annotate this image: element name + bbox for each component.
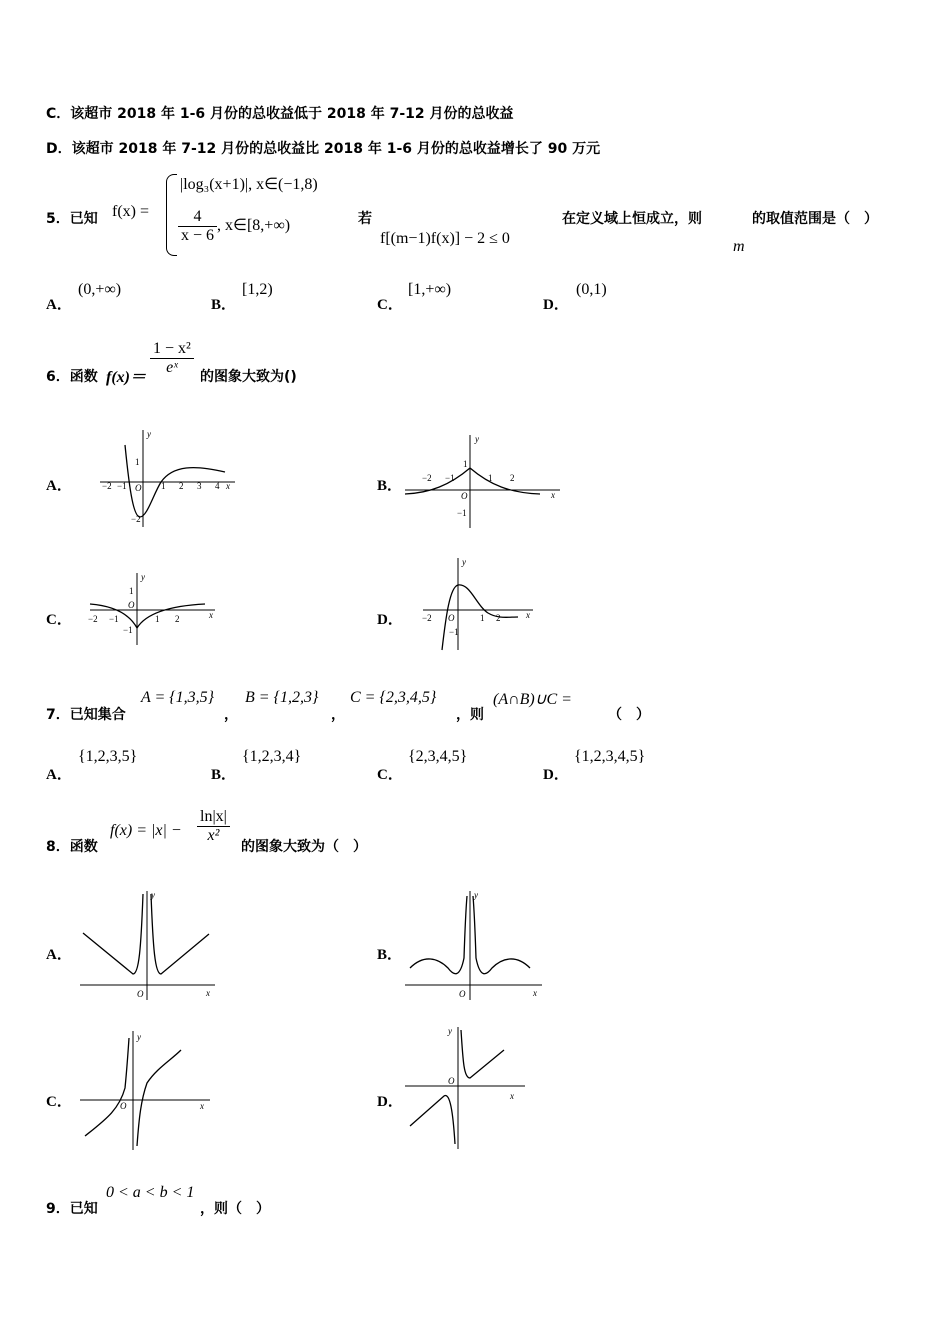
q8d-curve-right	[461, 1030, 504, 1078]
q8d-x-label: x	[510, 1091, 514, 1101]
q6a-tick-3: 3	[197, 481, 202, 491]
q6-label-a: A．	[46, 478, 72, 494]
q8a-origin: O	[137, 989, 144, 999]
q5-option-b-value: [1,2)	[242, 281, 273, 298]
q6c-origin: O	[128, 600, 135, 610]
q5-option-d-label: D．	[543, 297, 569, 313]
q6a-curve	[125, 445, 225, 517]
q7-then: ，则	[456, 707, 484, 723]
q5-option-b-label: B．	[211, 297, 237, 313]
q5-case2-den: x − 6	[181, 227, 215, 244]
q6a-tick-ym2: −2	[131, 514, 141, 524]
q6d-x-label: x	[526, 610, 530, 620]
q8b-curve-right	[473, 896, 530, 974]
q6-number: 6．函数	[46, 369, 98, 385]
q5-option-c-label: C．	[377, 297, 403, 313]
q7-set-b: B = {1,2,3}	[245, 689, 319, 706]
q7-option-b-label: B．	[211, 767, 237, 783]
q5-number: 5．已知	[46, 211, 98, 227]
q6a-tick-1: 1	[161, 481, 166, 491]
q6d-origin: O	[448, 613, 455, 623]
q5-option-a-label: A．	[46, 297, 72, 313]
q8d-origin: O	[448, 1076, 455, 1086]
q6a-tick-y1: 1	[135, 457, 140, 467]
q8b-x-label: x	[533, 988, 537, 998]
q6d-tick-2: 2	[496, 613, 501, 623]
q7-set-c: C = {2,3,4,5}	[350, 689, 437, 706]
q8c-origin: O	[120, 1101, 127, 1111]
q6-numerator: 1 − x²	[150, 340, 194, 359]
q7-set-a: A = {1,3,5}	[141, 689, 215, 706]
q5-brace	[166, 174, 177, 256]
q7-paren: （ ）	[608, 707, 650, 723]
q6b-tick-m2: −2	[422, 473, 432, 483]
option-c-line: C．该超市 2018 年 1-6 月份的总收益低于 2018 年 7-12 月份的总收益	[46, 106, 514, 122]
q8-graph-c	[75, 1028, 215, 1153]
q9-expression: 0 < a < b < 1	[106, 1184, 195, 1201]
q6d-tick-ym1: −1	[449, 627, 459, 637]
q8-label-d: D．	[377, 1094, 403, 1110]
q5-fx: f(x) =	[112, 203, 150, 220]
q8a-x-label: x	[206, 988, 210, 998]
q7-number: 7．已知集合	[46, 707, 126, 723]
q6a-tick-4: 4	[215, 481, 220, 491]
q5-case2	[178, 208, 290, 245]
q6a-x-label: x	[226, 481, 230, 491]
q6c-y-label: y	[141, 572, 145, 582]
q6a-y-label: y	[147, 429, 151, 439]
q6c-tick-2: 2	[175, 614, 180, 624]
q6a-tick-m1: −1	[117, 481, 127, 491]
q8a-y-label: y	[151, 890, 155, 900]
q8c-y-label: y	[137, 1032, 141, 1042]
q6-fraction	[150, 340, 194, 377]
q6-tail: 的图象大致为()	[200, 369, 297, 385]
q6c-x-label: x	[209, 610, 213, 620]
q8c-curve-left	[85, 1038, 129, 1136]
q6-fx: f(x)＝	[106, 369, 146, 386]
q8d-curve-left	[410, 1095, 455, 1144]
q6b-tick-1: 1	[488, 473, 493, 483]
q6b-tick-y1: 1	[463, 459, 468, 469]
q6c-curve	[90, 604, 205, 628]
q5-option-c-value: [1,+∞)	[408, 281, 452, 298]
q8b-origin: O	[459, 989, 466, 999]
q5-tail: 的取值范围是（ ）	[752, 211, 878, 227]
q7-option-b-value: {1,2,3,4}	[242, 748, 302, 765]
q9-tail: ，则（ ）	[200, 1201, 270, 1217]
q5-option-a-value: (0,+∞)	[78, 281, 122, 298]
q6b-tick-ym1: −1	[457, 508, 467, 518]
q8-graph-d	[400, 1022, 530, 1152]
q8c-x-label: x	[200, 1101, 204, 1111]
q5-option-d-value: (0,1)	[576, 281, 607, 298]
q6-graph-a	[95, 425, 240, 530]
q8-fraction	[197, 808, 230, 845]
q8-number: 8．函数	[46, 839, 98, 855]
q8-denominator: x²	[207, 827, 220, 844]
q6c-tick-m2: −2	[88, 614, 98, 624]
q8a-curve-left	[83, 894, 143, 974]
q7-option-c-label: C．	[377, 767, 403, 783]
q6c-tick-m1: −1	[109, 614, 119, 624]
q5-if: 若	[358, 211, 372, 227]
q8-fx: f(x) = |x| −	[110, 822, 182, 839]
q7-option-d-label: D．	[543, 767, 569, 783]
q6b-tick-2: 2	[510, 473, 515, 483]
q5-var: m	[733, 238, 745, 255]
q6d-tick-1: 1	[480, 613, 485, 623]
q8-label-c: C．	[46, 1094, 72, 1110]
q6-label-c: C．	[46, 612, 72, 628]
q6a-origin: O	[135, 483, 142, 493]
q7-sep-2: ，	[331, 707, 345, 723]
q7-expression: (A∩B)∪C =	[493, 691, 572, 708]
q6a-tick-2: 2	[179, 481, 184, 491]
q5-condition: f[(m−1)f(x)] − 2 ≤ 0	[380, 230, 510, 247]
q6a-tick-m2: −2	[102, 481, 112, 491]
q7-option-a-label: A．	[46, 767, 72, 783]
option-d-line: D．该超市 2018 年 7-12 月份的总收益比 2018 年 1-6 月份的总收益增长了 90 万元	[46, 141, 601, 157]
q5-case1: |log₃(x+1)|, x∈(−1,8)	[180, 176, 318, 193]
q8b-y-label: y	[474, 890, 478, 900]
q8a-curve-right	[151, 894, 209, 974]
q7-sep-1: ，	[224, 707, 238, 723]
q6b-y-label: y	[475, 434, 479, 444]
q8-tail: 的图象大致为（ ）	[241, 839, 367, 855]
q8c-curve-right	[137, 1050, 181, 1146]
q6-label-d: D．	[377, 612, 403, 628]
q6c-tick-ym1: −1	[123, 625, 133, 635]
q6b-x-label: x	[551, 490, 555, 500]
q8-numerator: ln|x|	[197, 808, 230, 827]
q6c-tick-1: 1	[155, 614, 160, 624]
q6c-tick-y1: 1	[129, 586, 134, 596]
q7-option-d-value: {1,2,3,4,5}	[574, 748, 646, 765]
q7-option-a-value: {1,2,3,5}	[78, 748, 138, 765]
q8d-y-label: y	[448, 1026, 452, 1036]
q5-case2-num: 4	[178, 208, 217, 227]
q6-denominator: eˣ	[166, 359, 178, 376]
q8-graph-b	[402, 888, 547, 1003]
q7-option-c-value: {2,3,4,5}	[408, 748, 468, 765]
q6-graph-d	[418, 555, 538, 655]
q6-graph-c	[85, 570, 220, 650]
q9-number: 9．已知	[46, 1201, 98, 1217]
q6b-origin: O	[461, 491, 468, 501]
q8-label-b: B．	[377, 947, 403, 963]
q8-label-a: A．	[46, 947, 72, 963]
q5-case2-tail: , x∈[8,+∞)	[217, 217, 291, 235]
q6-graph-b	[400, 430, 565, 530]
q6d-y-label: y	[462, 557, 466, 567]
q8-graph-a	[75, 888, 220, 1003]
q5-mid: 在定义域上恒成立，则	[562, 211, 702, 227]
q6d-tick-m2: −2	[422, 613, 432, 623]
q6b-tick-m1: −1	[445, 473, 455, 483]
q8b-curve-left	[410, 896, 467, 974]
q6-label-b: B．	[377, 478, 403, 494]
